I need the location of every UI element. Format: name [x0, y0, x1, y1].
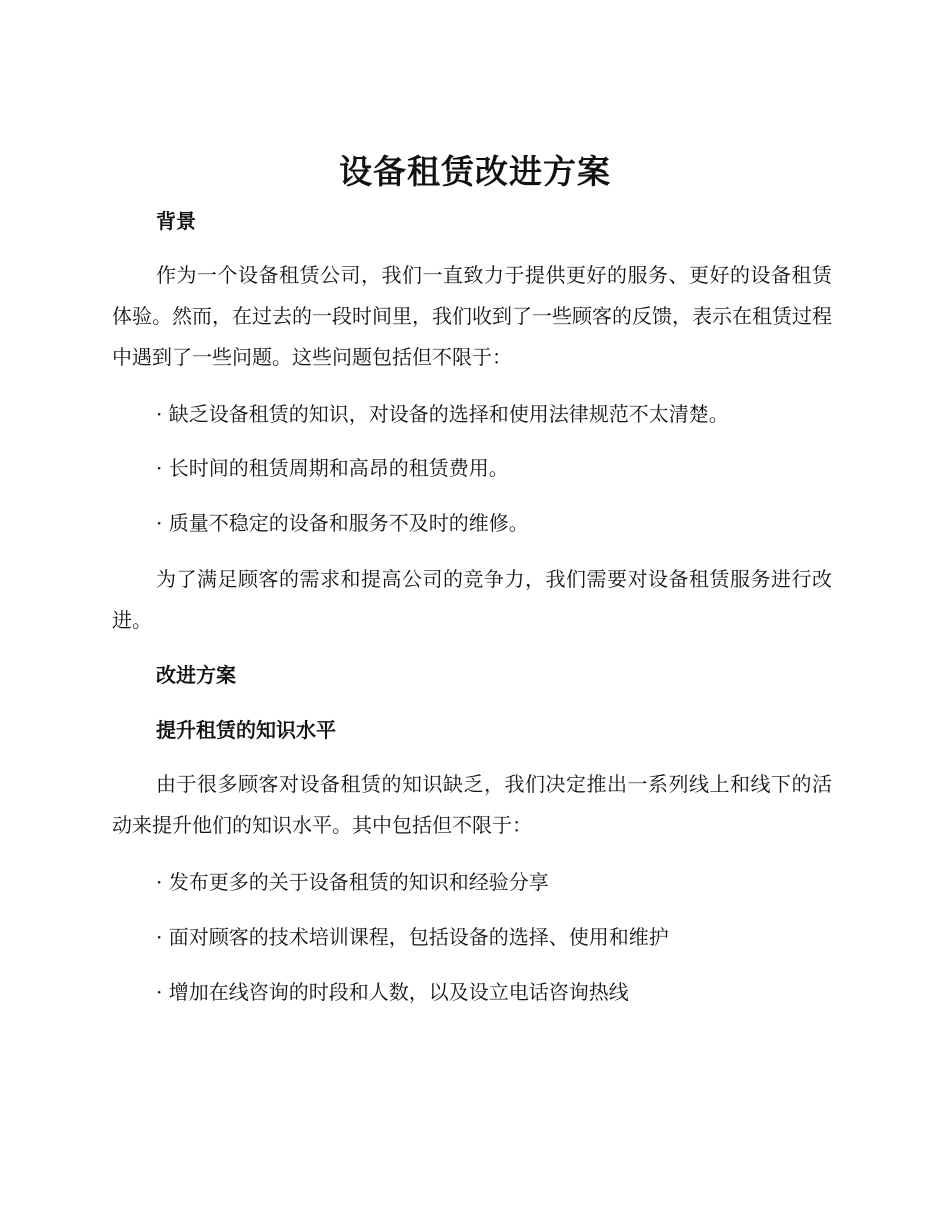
section-heading-plan: 改进方案 — [156, 663, 236, 687]
knowledge-paragraph: 由于很多顾客对设备租赁的知识缺乏，我们决定推出一系列线上和线下的活动来提升他们的知识水平。其中包括但不限于： — [112, 772, 832, 837]
list-item: · 长时间的租赁周期和高昂的租赁费用。 — [156, 456, 509, 480]
document-title: 设备租赁改进方案 — [339, 152, 611, 191]
list-item: · 增加在线咨询的时段和人数，以及设立电话咨询热线 — [156, 980, 629, 1004]
list-item: · 发布更多的关于设备租赁的知识和经验分享 — [156, 870, 549, 894]
conclusion-paragraph: 为了满足顾客的需求和提高公司的竞争力，我们需要对设备租赁服务进行改进。 — [112, 567, 832, 632]
list-item: · 质量不稳定的设备和服务不及时的维修。 — [156, 511, 529, 535]
background-paragraph: 作为一个设备租赁公司，我们一直致力于提供更好的服务、更好的设备租赁体验。然而，在过去的一段时间里，我们收到了一些顾客的反馈，表示在租赁过程中遇到了一些问题。这些问题包括但不限于： — [112, 263, 832, 369]
list-item: · 缺乏设备租赁的知识，对设备的选择和使用法律规范不太清楚。 — [156, 402, 729, 426]
subsection-heading-knowledge: 提升租赁的知识水平 — [156, 718, 336, 742]
list-item: · 面对顾客的技术培训课程，包括设备的选择、使用和维护 — [156, 925, 669, 949]
section-heading-background: 背景 — [156, 209, 196, 233]
